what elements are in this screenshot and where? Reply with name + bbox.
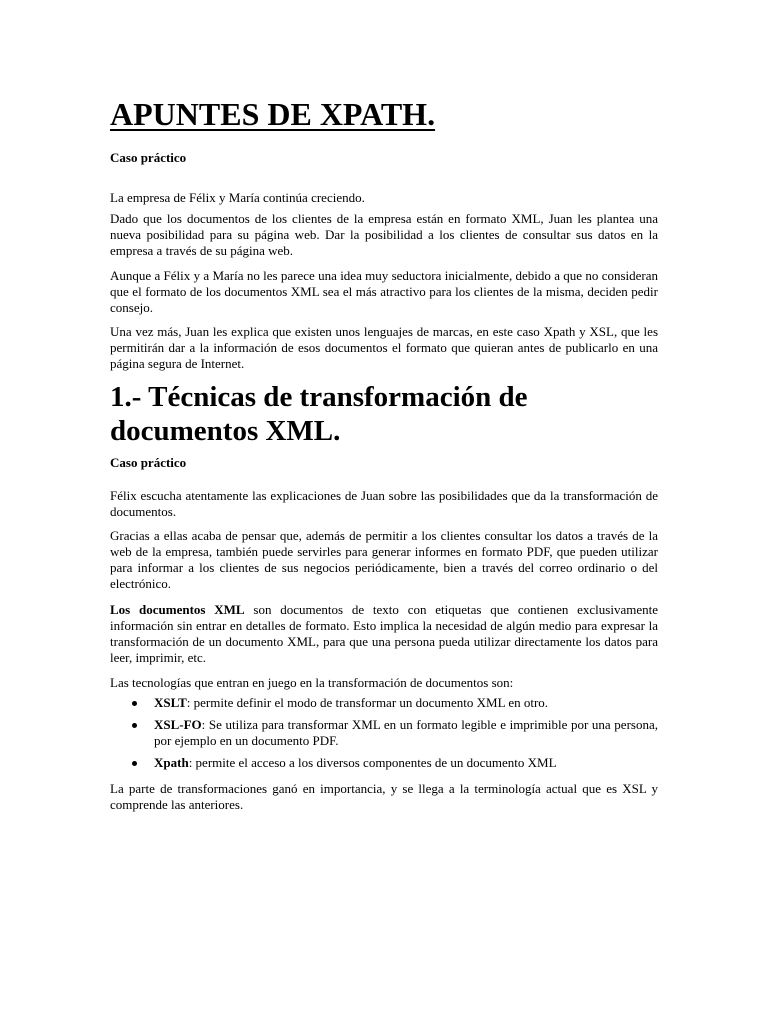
technology-term: XSL-FO — [154, 717, 202, 732]
intro-paragraph: La empresa de Félix y María continúa creciendo. — [110, 190, 365, 205]
xml-definition-term: Los documentos XML — [110, 602, 245, 617]
case-study-label: Caso práctico — [110, 455, 187, 470]
technology-term: Xpath — [154, 755, 189, 770]
xml-definition-text: son documentos de texto con etiquetas que contienen exclusivamente información sin entrar en detalles de formato. Esto implica la necesidad de algún medio para expresar la transformación de un documento XML, para que una persona pueda utilizar directamente los datos para leer, imprimir, etc. — [110, 602, 658, 665]
intro-paragraph: Aunque a Félix y a María no les parece una idea muy seductora inicialmente, debido a que no consideran que el formato de los documentos XML sea el más atractivo para los clientes de la misma, deciden pedir consejo. — [110, 268, 658, 315]
list-item — [110, 755, 658, 771]
closing-paragraph: La parte de transformaciones ganó en importancia, y se llega a la terminología actual que es XSL y comprende las anteriores. — [110, 781, 658, 812]
technologies-intro: Las tecnologías que entran en juego en la transformación de documentos son: — [110, 675, 514, 690]
technologies-list — [110, 695, 658, 777]
intro-paragraph: Dado que los documentos de los clientes de la empresa están en formato XML, Juan les plantea una nueva posibilidad para su página web. Dar la posibilidad a los clientes de consultar sus datos en la empresa a través de su página web. — [110, 211, 658, 258]
list-item — [110, 695, 658, 711]
technology-description: : Se utiliza para transformar XML en un formato legible e imprimible por una persona, por ejemplo en un documento PDF. — [154, 717, 658, 748]
xml-definition-paragraph — [110, 602, 658, 666]
bullet-icon — [132, 761, 137, 766]
intro-paragraph: Una vez más, Juan les explica que existen unos lenguajes de marcas, en este caso Xpath y XSL, que les permitirán dar a la información de esos documentos el formato que quieran antes de publicarlo en una página segura de Internet. — [110, 324, 658, 371]
bullet-icon — [132, 701, 137, 706]
technology-term: XSLT — [154, 695, 187, 710]
section-paragraph: Gracias a ellas acaba de pensar que, además de permitir a los clientes consultar los datos a través de la web de la empresa, también puede servirles para generar informes en formato PDF, que pueden utilizar para informar a los clientes de sus negocios periódicamente, bien a través del correo ordinario o del electrónico. — [110, 528, 658, 591]
bullet-icon — [132, 723, 137, 728]
technology-description: : permite definir el modo de transformar un documento XML en otro. — [186, 695, 549, 710]
case-study-label: Caso práctico — [110, 150, 187, 165]
section-heading: 1.- Técnicas de transformación de documentos XML. — [110, 381, 528, 447]
document-title: APUNTES DE XPATH. — [110, 96, 436, 132]
technology-description: : permite el acceso a los diversos componentes de un documento XML — [188, 755, 557, 770]
section-paragraph: Félix escucha atentamente las explicaciones de Juan sobre las posibilidades que da la transformación de documentos. — [110, 488, 658, 519]
list-item — [110, 717, 658, 749]
